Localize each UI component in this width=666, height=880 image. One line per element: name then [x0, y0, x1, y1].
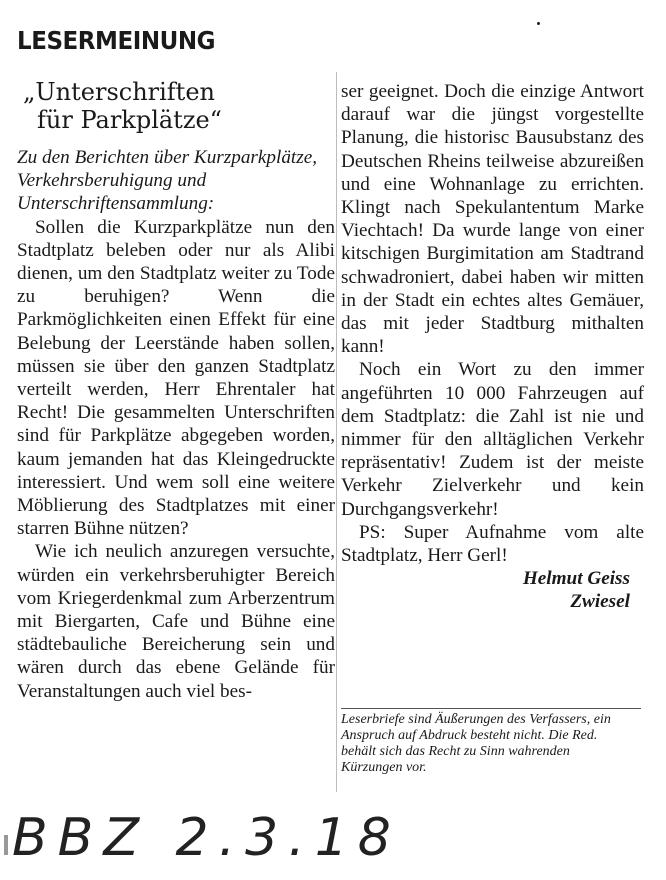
- column-right: [341, 80, 644, 614]
- letter-paragraph-1: Sollen die Kurzparkplätze nun den Stadtplatz beleben oder nur als Alibi dienen, um den Stadtplatz weiter zu Tode zu beruhigen? Wenn die Parkmöglichkeiten einen Effekt für eine Belebung der Leerstände haben sollen, müssen sie über den ganzen Stadtplatz verteilt werden, Herr Ehrentaler hat Recht! Die gesammelten Unterschriften sind für Parkplätze abgegeben worden, kaum jemanden hat das Kleingedruckte interessiert. Und wem soll eine weitere Möblierung des Stadtplatzes mit einer starren Bühne nützen?: [17, 216, 335, 540]
- signature-name: Helmut Geiss: [522, 568, 630, 590]
- speck-mark: [537, 22, 540, 25]
- note-divider: [341, 708, 641, 709]
- column-left: [17, 78, 335, 703]
- signature-place: Zwiesel: [570, 591, 630, 613]
- letter-paragraph-5: PS: Super Aufnahme vom alte Stadtplatz, Herr Gerl!: [341, 521, 644, 567]
- intro-text: Zu den Berichten über Kurzparkplätze, Verkehrsberuhigung und Unterschriftensammlung:: [17, 147, 318, 215]
- handwritten-note: BBZ 2.3.18: [12, 808, 401, 868]
- scan-edge-mark: [4, 835, 8, 855]
- headline-line-2: für Parkplätze“: [37, 106, 222, 134]
- editor-note: Leserbriefe sind Äußerungen des Verfassers, ein Anspruch auf Abdruck besteht nicht. Die Red. behält sich das Recht zu Sinn wahrenden Kürzungen vor.: [341, 712, 611, 775]
- headline: [17, 78, 335, 134]
- headline-line-1: „Unterschriften: [23, 78, 215, 106]
- letter-paragraph-2: Wie ich neulich anzuregen versuchte, würden ein verkehrsberuhigter Bereich vom Kriegerdenkmal zum Arberzentrum mit Biergarten, Cafe und Bühne eine städtebauliche Bereicherung sein und wären durch das ebene Gelände für Veranstaltungen auch viel bes-: [17, 541, 335, 702]
- section-title: LESERMEINUNG: [17, 26, 216, 55]
- column-divider: [336, 72, 337, 792]
- letter-paragraph-3: ser geeignet. Doch die einzige Antwort darauf war die jüngst vorgestellte Planung, die historisc Bausubstanz des Deutschen Rheins teilweise abzureißen und eine Wohnanlage zu errichten. Klingt nach Spekulantentum Marke Viechtach! Da wurde lange von einer kitschigen Burgimitation am Stadtrand schwadroniert, dabei haben wir mitten in der Stadt ein echtes altes Gemäuer, das mit jeder Stadtburg mithalten kann!: [341, 81, 644, 358]
- letter-paragraph-4: Noch ein Wort zu den immer angeführten 10 000 Fahrzeugen auf dem Stadtplatz: die Zahl ist nie und nimmer für den alltäglichen Verkehr repräsentativ! Zudem ist der meiste Verkehr Zielverkehr und kein Durchgangsverkehr!: [341, 359, 644, 520]
